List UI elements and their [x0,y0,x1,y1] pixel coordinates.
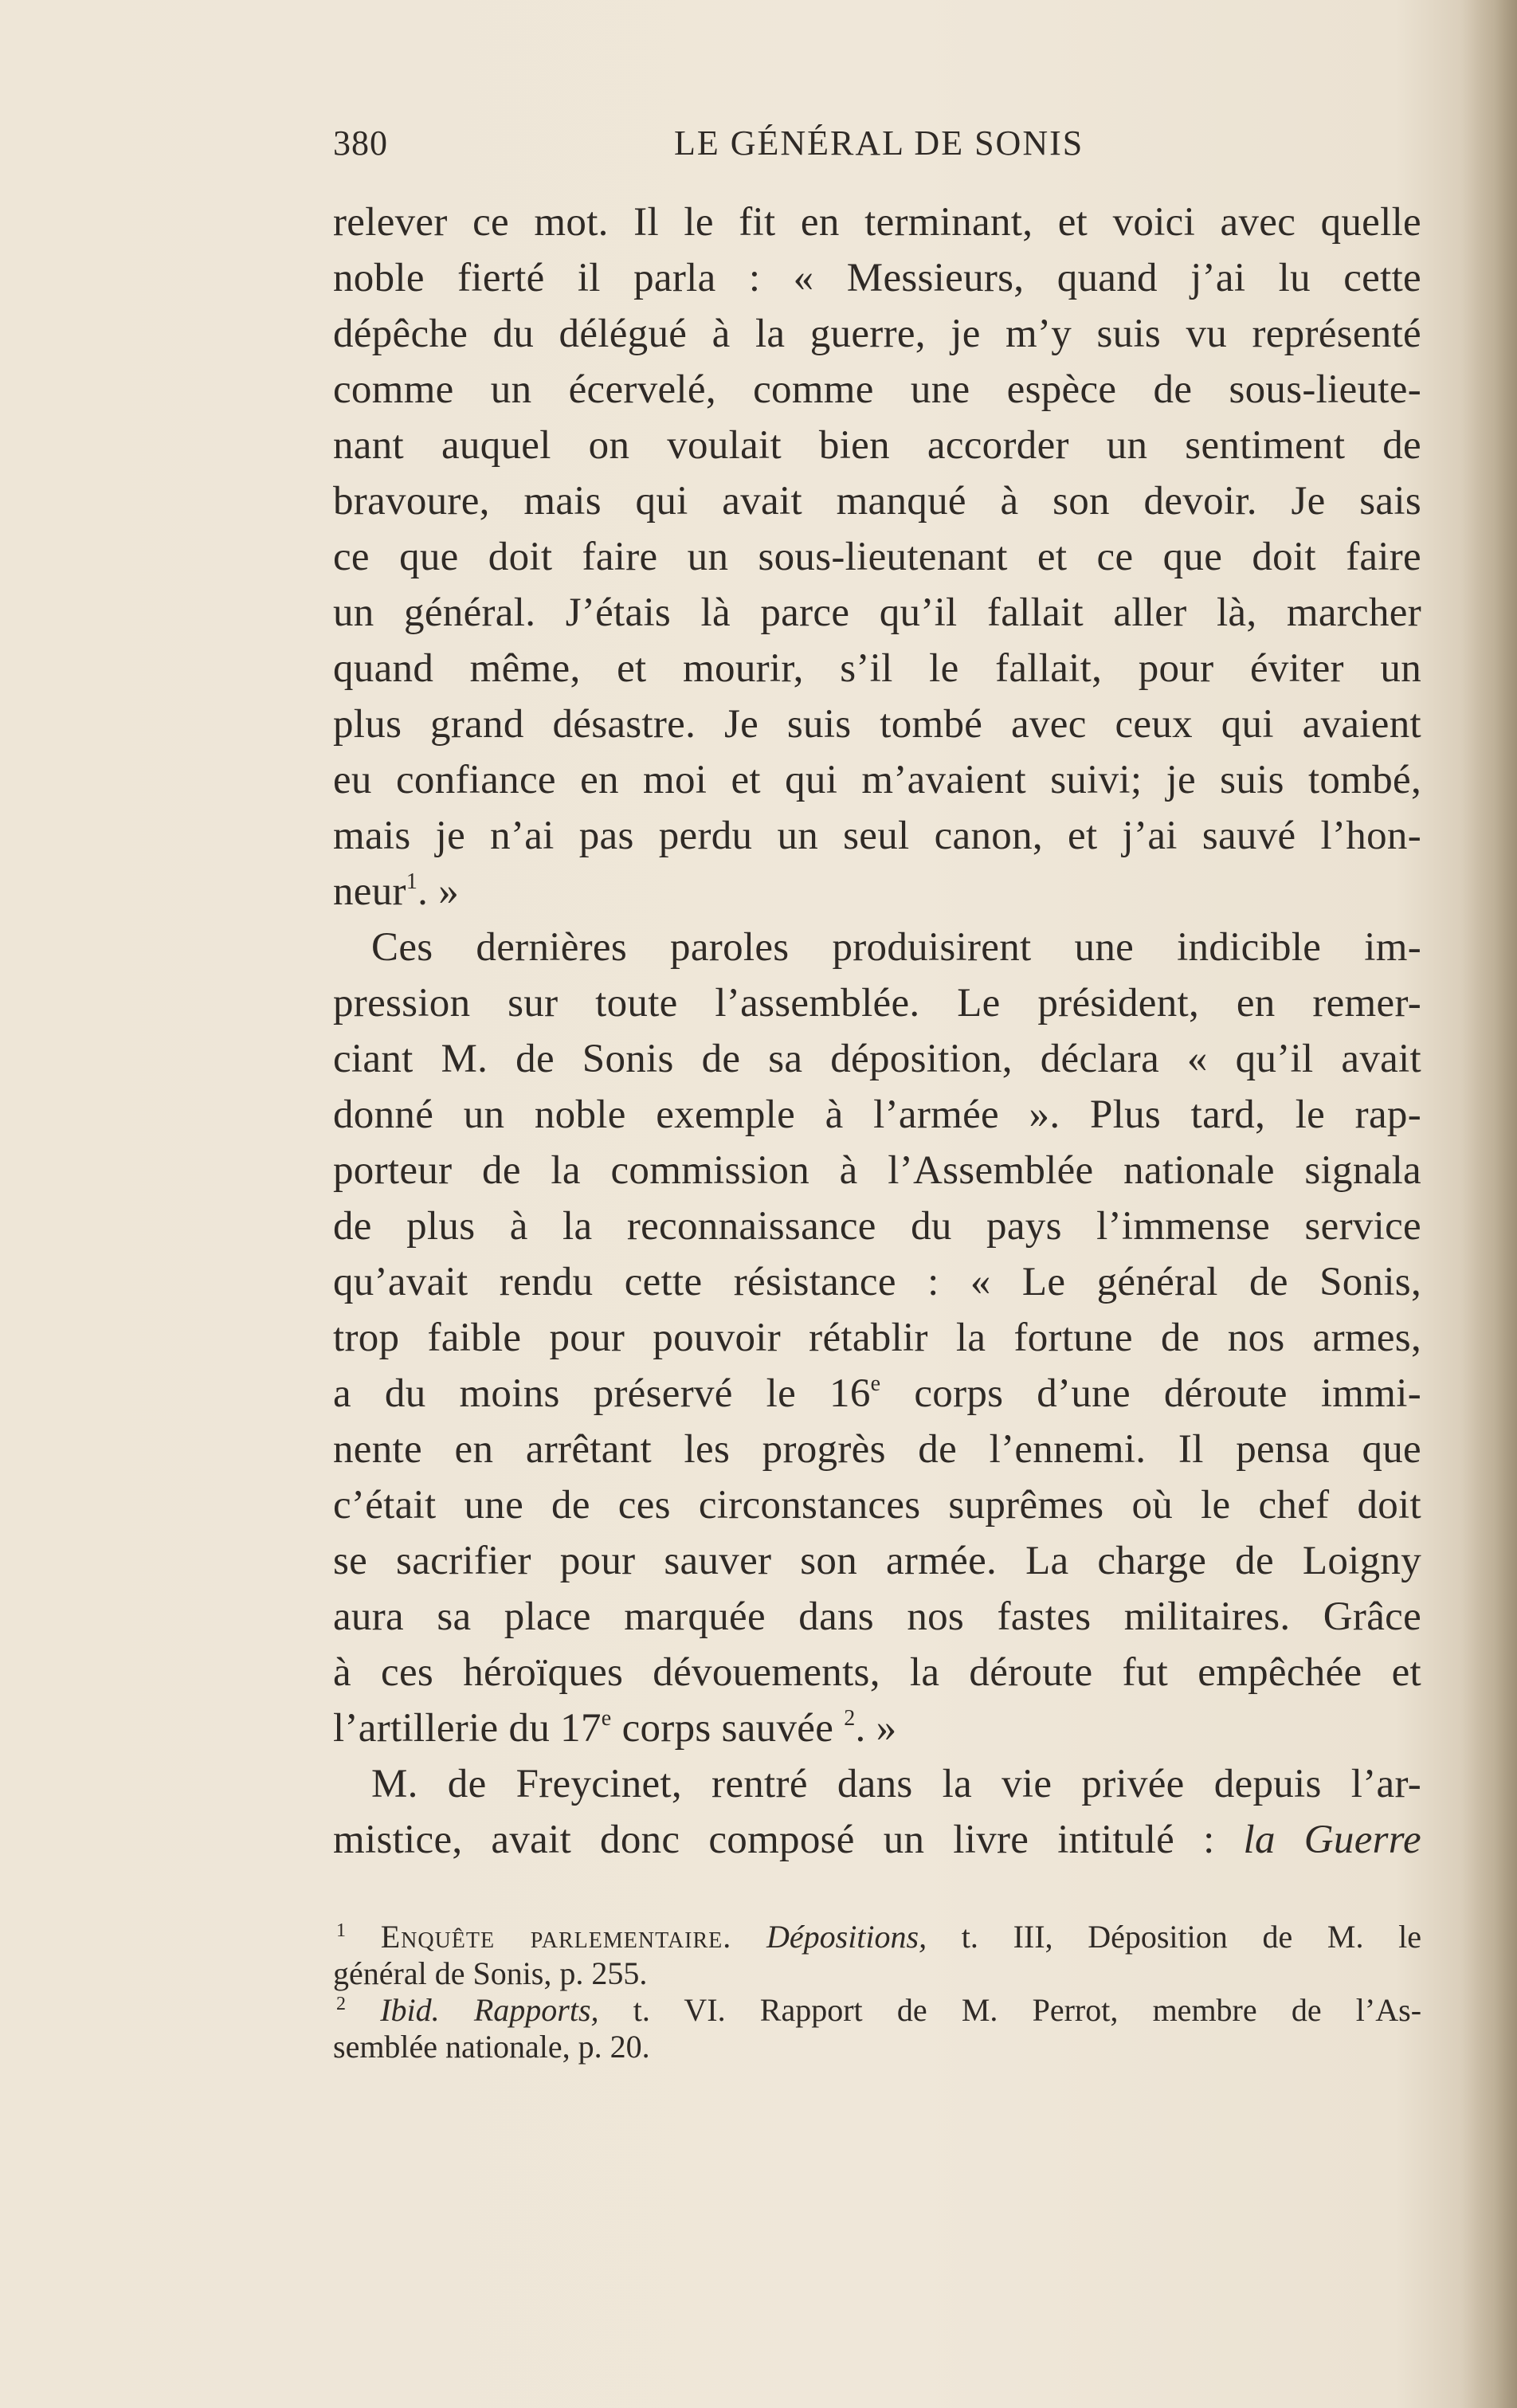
page-number: 380 [333,124,388,163]
text-line: pression sur toute l’assemblée. Le président, en remer- [333,981,1421,1026]
line-text: corps d’une déroute immi- [880,1371,1421,1416]
footnote-2-continued: semblée nationale, p. 20. [333,2029,650,2065]
text-line: donné un noble exemple à l’armée ». Plus tard, le rap- [333,1092,1421,1137]
text-line: de plus à la reconnaissance du pays l’immense service [333,1204,1421,1249]
line-text: l’artillerie du 17 [333,1706,602,1751]
line-text: neur [333,869,406,914]
text-line: c’était une de ces circonstances suprêmes où le chef doit [333,1483,1421,1528]
text-line: comme un écervelé, comme une espèce de sous-lieute- [333,367,1421,412]
line-text: corps sauvée [611,1706,845,1751]
footnote-1 [333,1919,1421,1955]
text-line: eu confiance en moi et qui m’avaient suivi; je suis tombé, [333,758,1421,802]
body-text [333,194,1421,1868]
text-line [333,1366,1421,1422]
running-title: LE GÉNÉRAL DE SONIS [674,124,1084,163]
text-line: quand même, et mourir, s’il le fallait, pour éviter un [333,646,1421,691]
text-line: mais je n’ai pas perdu un seul canon, et j’ai sauvé l’hon- [333,814,1421,858]
text-line: se sacrifier pour sauver son armée. La charge de Loigny [333,1539,1421,1583]
footnote-number: 1 [336,1920,346,1941]
footnote-text: t. III, Déposition de M. le [927,1919,1422,1955]
text-line: trop faible pour pouvoir rétablir la fortune de nos armes, [333,1316,1421,1360]
line-text: a du moins préservé le 16 [333,1371,871,1416]
footnote-source: Enquête parlementaire. [380,1919,732,1955]
superscript: e [870,1371,881,1396]
text-line: noble fierté il parla : « Messieurs, quand j’ai lu cette [333,256,1421,300]
footnote-text: t. VI. Rapport de M. Perrot, membre de l’As- [598,1992,1422,2028]
text-line: ciant M. de Sonis de sa déposition, déclara « qu’il avait [333,1037,1421,1081]
text-line [333,1700,1421,1756]
footnote-italic: Ibid. [380,1992,440,2028]
footnote-1-continued: général de Sonis, p. 255. [333,1955,648,1991]
footnote-italic: Dépositions, [766,1919,927,1955]
superscript: e [601,1706,612,1731]
page-edge-shadow [1461,0,1517,2408]
text-line: Ces dernières paroles produisirent une indicible im- [371,925,1421,970]
text-line: M. de Freycinet, rentré dans la vie privée depuis l’ar- [371,1762,1421,1806]
text-line: à ces héroïques dévouements, la déroute fut empêchée et [333,1650,1421,1695]
footnote-number: 2 [336,1994,346,2014]
footnote-italic: Rapports, [473,1992,599,2028]
text-line: un général. J’étais là parce qu’il fallait aller là, marcher [333,590,1421,635]
text-line [333,864,1421,920]
text-line: nant auquel on voulait bien accorder un sentiment de [333,423,1421,468]
text-line: plus grand désastre. Je suis tombé avec ceux qui avaient [333,702,1421,747]
line-text: . » [417,869,460,914]
footnote-marker: 1 [406,869,418,894]
running-head [333,120,1421,167]
text-line [333,1812,1421,1868]
text-line: porteur de la commission à l’Assemblée nationale signala [333,1148,1421,1193]
text-line: nente en arrêtant les progrès de l’ennemi. Il pensa que [333,1427,1421,1472]
text-line: ce que doit faire un sous-lieutenant et ce que doit faire [333,535,1421,579]
text-line: aura sa place marquée dans nos fastes militaires. Grâce [333,1594,1421,1639]
footnote-2 [333,1992,1421,2029]
text-line: bravoure, mais qui avait manqué à son devoir. Je sais [333,479,1421,524]
line-text: mistice, avait donc composé un livre intitulé : [333,1818,1244,1862]
line-text: . » [855,1706,897,1751]
text-line: relever ce mot. Il le fit en terminant, et voici avec quelle [333,200,1421,245]
text-line: dépêche du délégué à la guerre, je m’y suis vu représenté [333,312,1421,356]
book-title-italic: la Guerre [1243,1818,1421,1862]
text-line: qu’avait rendu cette résistance : « Le général de Sonis, [333,1260,1421,1304]
footnotes [333,1919,1421,2065]
footnote-marker: 2 [844,1706,856,1731]
